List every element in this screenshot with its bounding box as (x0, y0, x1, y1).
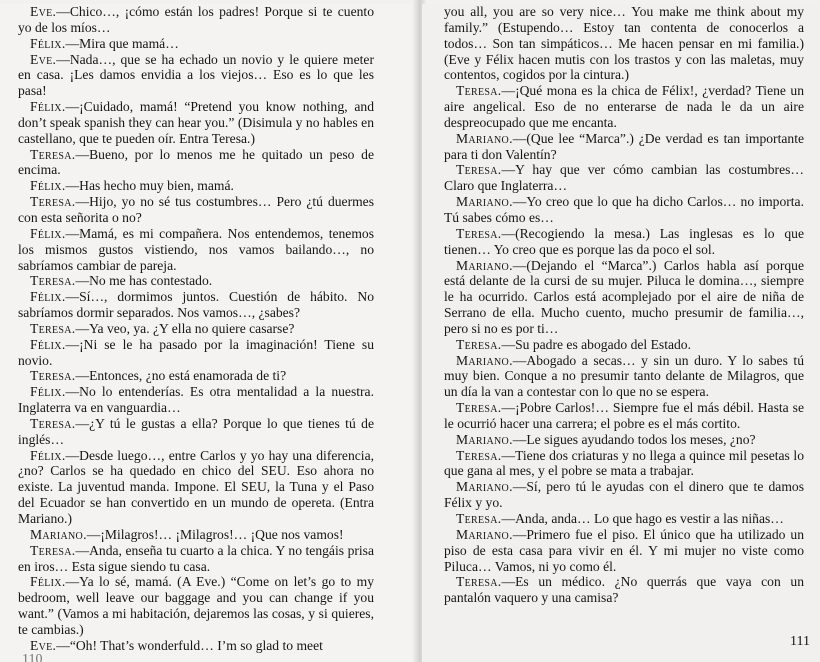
dialogue-paragraph (18, 289, 374, 321)
speaker-name: Teresa. (456, 447, 502, 463)
speaker-name: Félix. (30, 225, 66, 241)
dialogue-text: —(Dejando el “Marca”.) Carlos habla así porque está delante de la cursi de su mujer. Piluca le domina…, siempre le ha ocurrido. Carlos está acomplejado por el aire de niña de Serrano de ella. Mucho cuento, mucho presumir de familia…, pero si no es por ti… (444, 257, 804, 336)
dialogue-paragraph (444, 83, 804, 131)
dialogue-paragraph (18, 337, 374, 369)
speaker-name: Mariano. (456, 526, 513, 542)
dialogue-paragraph (444, 479, 804, 511)
dialogue-paragraph (444, 511, 804, 527)
dialogue-paragraph (444, 162, 804, 194)
dialogue-paragraph (444, 258, 804, 337)
dialogue-text: —¡Cuidado, mamá! “Pretend you know nothing, and don’t speak spanish they can hear you.” (Disimula y no hables en castellano, que te pueden oír. Entra Teresa.) (18, 99, 374, 146)
dialogue-text: —Primero fue el piso. El único que ha utilizado un piso de esta casa para vivir en él. Y mi mujer no viste como Piluca… Vamos, ni yo como él. (444, 526, 804, 574)
page-number-left: 110 (22, 652, 43, 662)
dialogue-text: —No lo entenderías. Es otra mentalidad a la nuestra. Inglaterra va en vanguardia… (18, 384, 374, 416)
dialogue-text: —Anda, anda… Lo que hago es vestir a las niñas… (501, 511, 784, 526)
dialogue-paragraph (18, 321, 374, 337)
dialogue-text: —“Oh! That’s wonderfuld… I’m so glad to meet (56, 637, 323, 653)
speaker-name: Félix. (30, 447, 66, 463)
dialogue-text: —Entonces, ¿no está enamorada de ti? (75, 368, 287, 384)
dialogue-paragraph (18, 448, 374, 527)
dialogue-paragraph (18, 226, 374, 274)
speaker-name: Mariano. (30, 526, 87, 542)
speaker-name: Félix. (30, 178, 66, 194)
speaker-name: Félix. (30, 574, 66, 590)
speaker-name: Félix. (30, 35, 66, 51)
dialogue-text: —Hijo, yo no sé tus costumbres… Pero ¿tú duermes con esta señorita o no? (18, 194, 374, 225)
speaker-name: Eve. (30, 637, 57, 653)
dialogue-text: —¡Milagros!… ¡Milagros!… ¡Que nos vamos! (86, 526, 344, 542)
speaker-name: Mariano. (456, 130, 513, 146)
speaker-name: Félix. (30, 336, 66, 352)
speaker-name: Félix. (30, 384, 66, 400)
dialogue-text: —Abogado a secas… y sin un duro. Y lo sabes tú muy bien. Conque a no presumir tanto delante de Milagros, que un día la van a contestar con lo que no se espera. (444, 352, 804, 400)
speaker-name: Eve. (30, 4, 57, 19)
dialogue-text: —¡Qué mona es la chica de Félix!, ¿verdad? Tiene un aire angelical. Eso de no enterarse de nada le da un aire despreocupado que me encanta. (444, 83, 804, 130)
dialogue-paragraph (18, 527, 374, 543)
dialogue-text: —Yo creo que lo que ha dicho Carlos… no importa. Tú sabes cómo es… (444, 194, 804, 225)
dialogue-paragraph (18, 574, 374, 637)
speaker-name: Mariano. (456, 352, 513, 368)
dialogue-paragraph (18, 99, 374, 147)
dialogue-paragraph (444, 432, 804, 448)
dialogue-paragraph (18, 178, 374, 194)
dialogue-text: —Su padre es abogado del Estado. (501, 336, 691, 352)
dialogue-paragraph (444, 4, 804, 83)
dialogue-text: —(Recogiendo la mesa.) Las inglesas es lo que tienen… Yo creo que es porque las da poco el sol. (444, 225, 804, 257)
speaker-name: Mariano. (456, 479, 513, 495)
speaker-name: Teresa. (456, 574, 502, 590)
dialogue-text: —Tiene dos criaturas y no llega a quince mil pesetas lo que gana al mes, y el pobre se mata a trabajar. (444, 447, 804, 479)
speaker-name: Teresa. (30, 146, 76, 162)
dialogue-paragraph (18, 384, 374, 416)
dialogue-text: you all, you are so very nice… You make me think about my family.” (Estupendo… Estoy tan contenta de conocerlos a todos… Son tan simpáticos… Me hacen pensar en mi familia.) (Eve y Félix hacen mutis con los trastos y con las maletas, muy contentos, cogidos por la cintura.) (444, 4, 804, 83)
speaker-name: Teresa. (456, 83, 502, 99)
dialogue-paragraph (18, 543, 374, 575)
dialogue-paragraph (444, 527, 804, 575)
dialogue-paragraph (444, 448, 804, 480)
dialogue-text: —No me has contestado. (75, 273, 213, 289)
dialogue-text: —Has hecho muy bien, mamá. (65, 178, 234, 194)
speaker-name: Teresa. (30, 320, 76, 336)
dialogue-text: —¿Y tú le gustas a ella? Porque lo que tienes tú de inglés… (18, 415, 374, 447)
dialogue-paragraph (18, 147, 374, 179)
dialogue-paragraph (444, 400, 804, 432)
speaker-name: Mariano. (456, 257, 513, 273)
dialogue-text: —Y hay que ver cómo cambian las costumbres… Claro que Inglaterra… (444, 162, 804, 194)
speaker-name: Eve. (30, 51, 57, 67)
dialogue-text: —¡Pobre Carlos!… Siempre fue el más débil. Hasta se le ocurrió hacer una carrera; el pobre es el más cortito. (444, 400, 804, 431)
dialogue-paragraph (18, 416, 374, 448)
dialogue-paragraph (18, 368, 374, 384)
dialogue-paragraph (18, 36, 374, 52)
page-number-right: 111 (790, 634, 810, 649)
dialogue-text: —Ya veo, ya. ¿Y ella no quiere casarse? (75, 320, 295, 336)
speaker-name: Félix. (30, 289, 66, 305)
dialogue-paragraph (18, 273, 374, 289)
dialogue-text: —Mira que mamá… (65, 35, 179, 51)
right-page (422, 4, 820, 662)
dialogue-paragraph (18, 638, 374, 654)
dialogue-text: —Chico…, ¡cómo están los padres! Porque si te cuento yo de los míos… (18, 4, 374, 35)
speaker-name: Teresa. (30, 273, 76, 289)
dialogue-paragraph (444, 131, 804, 163)
speaker-name: Teresa. (30, 194, 76, 210)
speaker-name: Mariano. (456, 194, 513, 210)
dialogue-paragraph (444, 574, 804, 606)
speaker-name: Teresa. (456, 225, 502, 241)
dialogue-paragraph (444, 194, 804, 226)
right-text-column (444, 4, 804, 606)
dialogue-paragraph (444, 226, 804, 258)
speaker-name: Teresa. (456, 336, 502, 352)
dialogue-text: —Bueno, por lo menos me he quitado un peso de encima. (18, 146, 374, 178)
dialogue-text: —Es un médico. ¿No querrás que vaya con un pantalón vaquero y una camisa? (444, 574, 804, 606)
dialogue-text: —Ya lo sé, mamá. (A Eve.) “Come on let’s go to my bedroom, well leave our baggage and you can change if you want.” (Vamos a mi habitación, dejaremos las cosas, y si quieres, te cambias.) (18, 574, 374, 637)
speaker-name: Teresa. (30, 542, 76, 558)
dialogue-text: —Sí, pero tú le ayudas con el dinero que te damos Félix y yo. (444, 479, 804, 511)
dialogue-text: —Le sigues ayudando todos los meses, ¿no? (512, 431, 756, 447)
speaker-name: Mariano. (456, 431, 513, 447)
dialogue-text: —Anda, enseña tu cuarto a la chica. Y no tengáis prisa en iros… Esta sigue siendo tu casa. (18, 542, 374, 574)
dialogue-paragraph (18, 52, 374, 100)
speaker-name: Félix. (30, 99, 66, 115)
dialogue-text: —Mamá, es mi compañera. Nos entendemos, tenemos los mismos gustos vistiendo, nos vamos bailando…, no sabríamos cambiar de pareja. (18, 225, 374, 273)
speaker-name: Teresa. (30, 415, 76, 431)
speaker-name: Teresa. (456, 162, 502, 178)
dialogue-paragraph (444, 353, 804, 401)
speaker-name: Teresa. (456, 511, 502, 526)
left-page (0, 4, 418, 662)
speaker-name: Teresa. (30, 368, 76, 384)
dialogue-text: —Desde luego…, entre Carlos y yo hay una diferencia, ¿no? Carlos se ha quedado en chico del SEU. Eso ahora no existe. La juventud manda. Impone. El SEU, la Tuna y el Paso del Ecuador se han convertido en un mundo de opereta. (Entra Mariano.) (18, 447, 374, 526)
speaker-name: Teresa. (456, 400, 502, 416)
dialogue-paragraph (18, 194, 374, 226)
dialogue-paragraph (18, 4, 374, 36)
dialogue-text: —(Que lee “Marca”.) ¿De verdad es tan importante para ti don Valentín? (444, 130, 804, 162)
dialogue-text: —¡Ni se le ha pasado por la imaginación! Tiene su novio. (18, 336, 374, 368)
dialogue-text: —Nada…, que se ha echado un novio y le quiere meter en casa. ¡Les damos envidia a los viejos… Eso es lo que les pasa! (18, 51, 374, 99)
dialogue-paragraph (444, 337, 804, 353)
left-text-column (18, 4, 374, 654)
dialogue-text: —Sí…, dormimos juntos. Cuestión de hábito. No sabríamos dormir separados. Nos vamos…, ¿sabes? (18, 289, 374, 321)
